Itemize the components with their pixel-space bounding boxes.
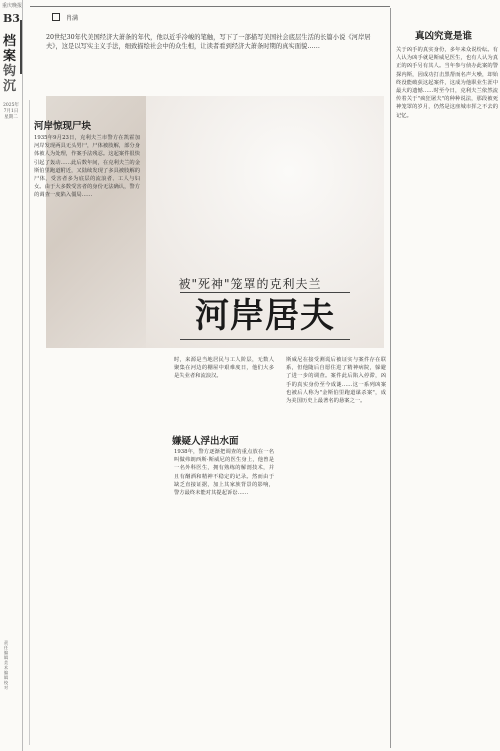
- section-heading-2: 嫌疑人浮出水面: [172, 436, 239, 447]
- page-number: B3: [3, 12, 20, 25]
- top-rule: [30, 6, 390, 7]
- body-column-3: 斯威尼在接受测谎后被证实与案件存在联系，但他随后自愿住进了精神病院，躲避了进一步的调查。案件此后陷入停滞，凶手的真实身份至今成谜……这一系列凶案也被后人称为"金斯伯里跑道谋杀案"，成为美国历史上最著名的悬案之一。: [286, 357, 386, 405]
- column-divider: [29, 100, 30, 745]
- issue-date: 2025年7月1日 星期二: [3, 103, 19, 120]
- column-name-1: 档案: [3, 34, 17, 64]
- body-column-2b: 1938年，警方逐渐把调查的重点放在一名叫做弗朗西斯·斯威尼的医生身上，他曾是一名外科医生，拥有熟练的解剖技术，并且有酗酒和精神不稳定的记录。然而由于缺乏直接证据，加上其家族背景的影响，警方最终未能对其提起诉讼……: [174, 449, 274, 497]
- author-name: 肖满: [66, 15, 79, 22]
- body-column-4: 关于凶手的真实身份，多年来众说纷纭。有人认为凶手就是斯威尼医生，也有人认为真正的凶手另有其人。当年参与侦办此案的警探内斯，因成功打击黑帮而名声大噪，却始终没能破获这起案件，这成为他职业生涯中最大的遗憾……时至今日，克利夫兰依然流传着关于"疯狂屠夫"的种种说法，那段被死神笼罩的岁月，仍然是这座城市挥之不去的记忆。: [396, 47, 498, 119]
- body-column-1: 1935年9月23日，克利夫兰市警方在凯霍加河岸发现两具无头男尸，尸体被肢解，部分身体被人为处理，作案手法残忍。这起案件很快引起了轰动……此后数年间，在克利夫兰的金斯伯里跑道附近，又陆续发现了多具被肢解的尸体，受害者多为底层的流浪者、工人与妇女。由于大多数受害者的身份无法确认，警方的调查一度陷入僵局……: [34, 135, 140, 199]
- column-divider-right: [390, 8, 391, 748]
- column-name-2: 钩沉: [3, 64, 17, 94]
- editor-credits: 责任编辑 美术编辑 校对: [4, 640, 8, 690]
- section-bar: [20, 20, 22, 74]
- author-icon: [52, 13, 60, 21]
- body-column-2: 时，来源是当地居民与工人阶层，无数人聚集在河边的棚屋中艰难度日，他们大多是失业者和流浪汉。: [174, 357, 274, 380]
- section-heading-3: 真凶究竟是谁: [415, 31, 473, 42]
- article-intro: 20世纪30年代美国经济大萧条的年代，他以近乎冷峻的笔触，写下了一部描写美国社会底层生活的长篇小说《河岸居夫》，这是以写实主义手法，细致描绘社会中的众生相，让读者看到经济大萧条时期的真实面貌……: [46, 34, 371, 51]
- article-subtitle: 被"死神"笼罩的克利夫兰: [178, 277, 322, 291]
- section-heading-1: 河岸惊现尸块: [34, 121, 92, 132]
- article-title: 河岸居夫: [180, 292, 350, 340]
- paper-name: 重庆晚报: [2, 3, 23, 9]
